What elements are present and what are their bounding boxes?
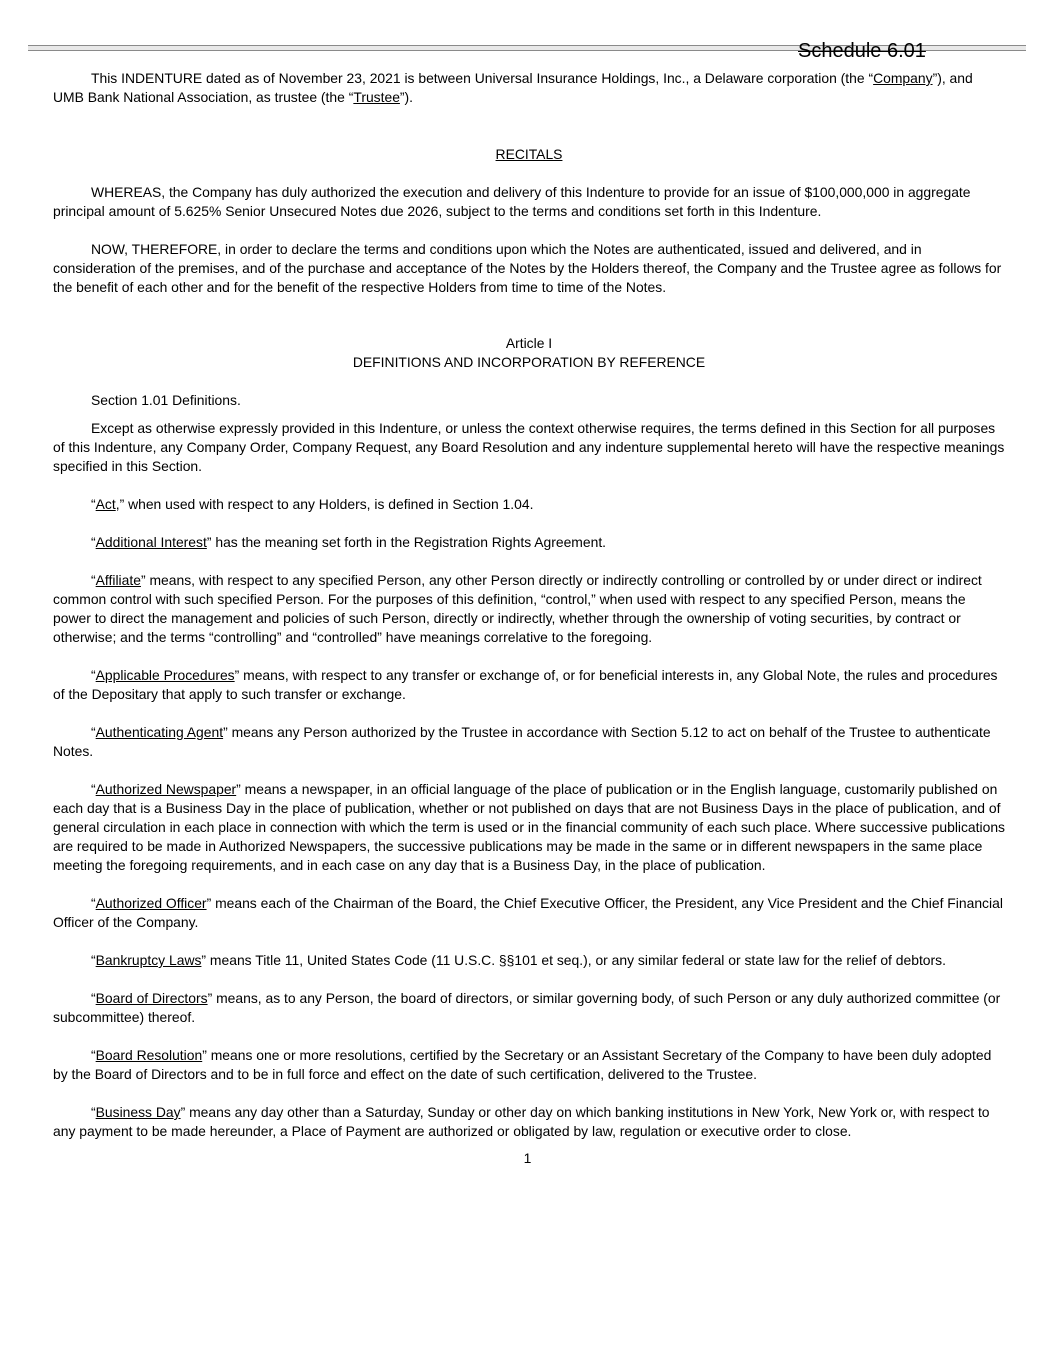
definition-close-quote: ”: [140, 572, 150, 588]
definition-close-quote: ”: [180, 1104, 190, 1120]
definition-paragraph: [53, 989, 1005, 1027]
section-intro-paragraph: Except as otherwise expressly provided in this Indenture, or unless the context otherwise requires, the terms defined in this Section for all purposes of this Indenture, any Company Order, Company Request, any Board Resolution and any indenture supplemental hereto will have the respective meanings specified in this Section.: [53, 420, 1005, 474]
definition-close-quote: ”: [236, 781, 245, 797]
definition-close-quote: ,”: [115, 496, 129, 512]
article-number: Article I: [505, 335, 553, 351]
definition-paragraph: [53, 780, 1005, 875]
definition-text: has the meaning set forth in the Registration Rights Agreement.: [215, 534, 607, 550]
definition-open-quote: “: [91, 534, 96, 550]
definition-open-quote: “: [91, 1104, 96, 1120]
definition-open-quote: “: [91, 667, 96, 683]
section-heading: Section 1.01 Definitions.: [91, 392, 241, 408]
defined-term: Authenticating Agent: [95, 724, 224, 740]
definition-open-quote: “: [91, 724, 96, 740]
definition-paragraph: [53, 1103, 1005, 1141]
definition-close-quote: ”: [234, 667, 244, 683]
definition-paragraph: [53, 1046, 1005, 1084]
definition-paragraph: [53, 894, 1005, 932]
definition-close-quote: ”: [207, 990, 217, 1006]
whereas-paragraph: WHEREAS, the Company has duly authorized the execution and delivery of this Indenture to provide for an issue of $100,000,000 in aggregate principal amount of 5.625% Senior Unsecured Notes due 2026, subject to the terms and conditions set forth in this Indenture.: [53, 184, 971, 219]
document-body: [53, 69, 1005, 1160]
definition-paragraph: [53, 571, 1005, 647]
definition-close-quote: ”: [206, 534, 216, 550]
definitions-list: [53, 495, 1005, 1141]
intro-paragraph: [53, 69, 1005, 107]
article-heading-block: [53, 334, 1005, 372]
definition-open-quote: “: [91, 990, 96, 1006]
defined-term: Authorized Newspaper: [95, 781, 237, 797]
definition-close-quote: ”: [223, 724, 232, 740]
defined-term: Act: [95, 496, 116, 512]
definition-close-quote: ”: [202, 1047, 211, 1063]
definition-text: when used with respect to any Holders, is defined in Section 1.04.: [128, 496, 534, 512]
now-therefore-paragraph: NOW, THEREFORE, in order to declare the terms and conditions upon which the Notes are authenticated, issued and delivered, and in consideration of the premises, and of the purchase and acceptance of the Notes by the Holders thereof, the Company and the Trustee agree as follows for the benefit of each other and for the benefit of the respective Holders from time to time of the Notes.: [53, 241, 1002, 295]
definition-open-quote: “: [91, 572, 96, 588]
article-title: DEFINITIONS AND INCORPORATION BY REFERENCE: [352, 354, 706, 370]
defined-term: Affiliate: [95, 572, 141, 588]
recitals-heading: RECITALS: [495, 146, 563, 162]
definition-text: means, as to any Person, the board of directors, or similar governing body, of such Person or any duly authorized committee (or subcommittee) thereof.: [53, 990, 1001, 1025]
intro-text-1: This INDENTURE dated as of November 23, 2021 is between Universal Insurance Holdings, Inc., a Delaware corporation (the “: [91, 70, 874, 86]
page-number: 1: [523, 1150, 532, 1166]
definition-text: means any Person authorized by the Trustee in accordance with Section 5.12 to act on behalf of the Trustee to authenticate Notes.: [53, 724, 991, 759]
definition-paragraph: [53, 533, 1005, 552]
definition-text: means one or more resolutions, certified by the Secretary or an Assistant Secretary of the Company to have been duly adopted by the Board of Directors and to be in full force and effect on the date of such certification, delivered to the Trustee.: [53, 1047, 992, 1082]
definition-open-quote: “: [91, 1047, 96, 1063]
defined-term: Board Resolution: [95, 1047, 203, 1063]
definition-paragraph: [53, 495, 1005, 514]
defined-term: Applicable Procedures: [95, 667, 235, 683]
intro-text-2: ”), and UMB Bank National Association, as trustee (the “: [53, 70, 973, 105]
schedule-label: Schedule 6.01: [798, 40, 926, 62]
definition-open-quote: “: [91, 781, 96, 797]
definition-text: means a newspaper, in an official language of the place of publication or in the English language, customarily published on each day that is a Business Day in the place of publication, whether or not published on days that are not Business Days in the place of publication, and of general circulation in each place in connection with which the term is used or in the financial community of each such place. Where successive publications are required to be made in Authorized Newspapers, the successive publications may be made in the same or in different newspapers in the same place meeting the foregoing requirements, and in each case on any day that is a Business Day, in the place of publication.: [53, 781, 1006, 873]
trustee-term: Trustee: [353, 89, 400, 105]
definition-text: means any day other than a Saturday, Sunday or other day on which banking institutions in New York, New York or, with respect to any payment to be made hereunder, a Place of Payment are authorized or obligated by law, regulation or executive order to close.: [53, 1104, 990, 1139]
definition-paragraph: [53, 723, 1005, 761]
intro-text-3: ”).: [399, 89, 414, 105]
definition-close-quote: ”: [201, 952, 210, 968]
defined-term: Board of Directors: [95, 990, 208, 1006]
definition-text: means Title 11, United States Code (11 U.S.C. §§101 et seq.), or any similar federal or state law for the relief of debtors.: [209, 952, 946, 968]
defined-term: Authorized Officer: [95, 895, 207, 911]
defined-term: Business Day: [95, 1104, 181, 1120]
definition-open-quote: “: [91, 952, 96, 968]
definition-open-quote: “: [91, 895, 96, 911]
definition-text: means each of the Chairman of the Board, the Chief Executive Officer, the President, any Vice President and the Chief Financial Officer of the Company.: [53, 895, 1003, 930]
definition-text: means, with respect to any specified Person, any other Person directly or indirectly controlling or controlled by or under direct or indirect common control with such specified Person. For the purposes of this definition, “control,” when used with respect to any specified Person, means the power to direct the management and policies of such Person, directly or indirectly, whether through the ownership of voting securities, by contract or otherwise; and the terms “controlling” and “controlled” have meanings correlative to the foregoing.: [53, 572, 982, 645]
definition-close-quote: ”: [206, 895, 216, 911]
defined-term: Bankruptcy Laws: [95, 952, 202, 968]
definition-text: means, with respect to any transfer or exchange of, or for beneficial interests in, any Global Note, the rules and procedures of the Depositary that apply to such transfer or exchange.: [53, 667, 998, 702]
definition-open-quote: “: [91, 496, 96, 512]
company-term: Company: [873, 70, 933, 86]
defined-term: Additional Interest: [95, 534, 207, 550]
definition-paragraph: [53, 951, 1005, 970]
definition-paragraph: [53, 666, 1005, 704]
